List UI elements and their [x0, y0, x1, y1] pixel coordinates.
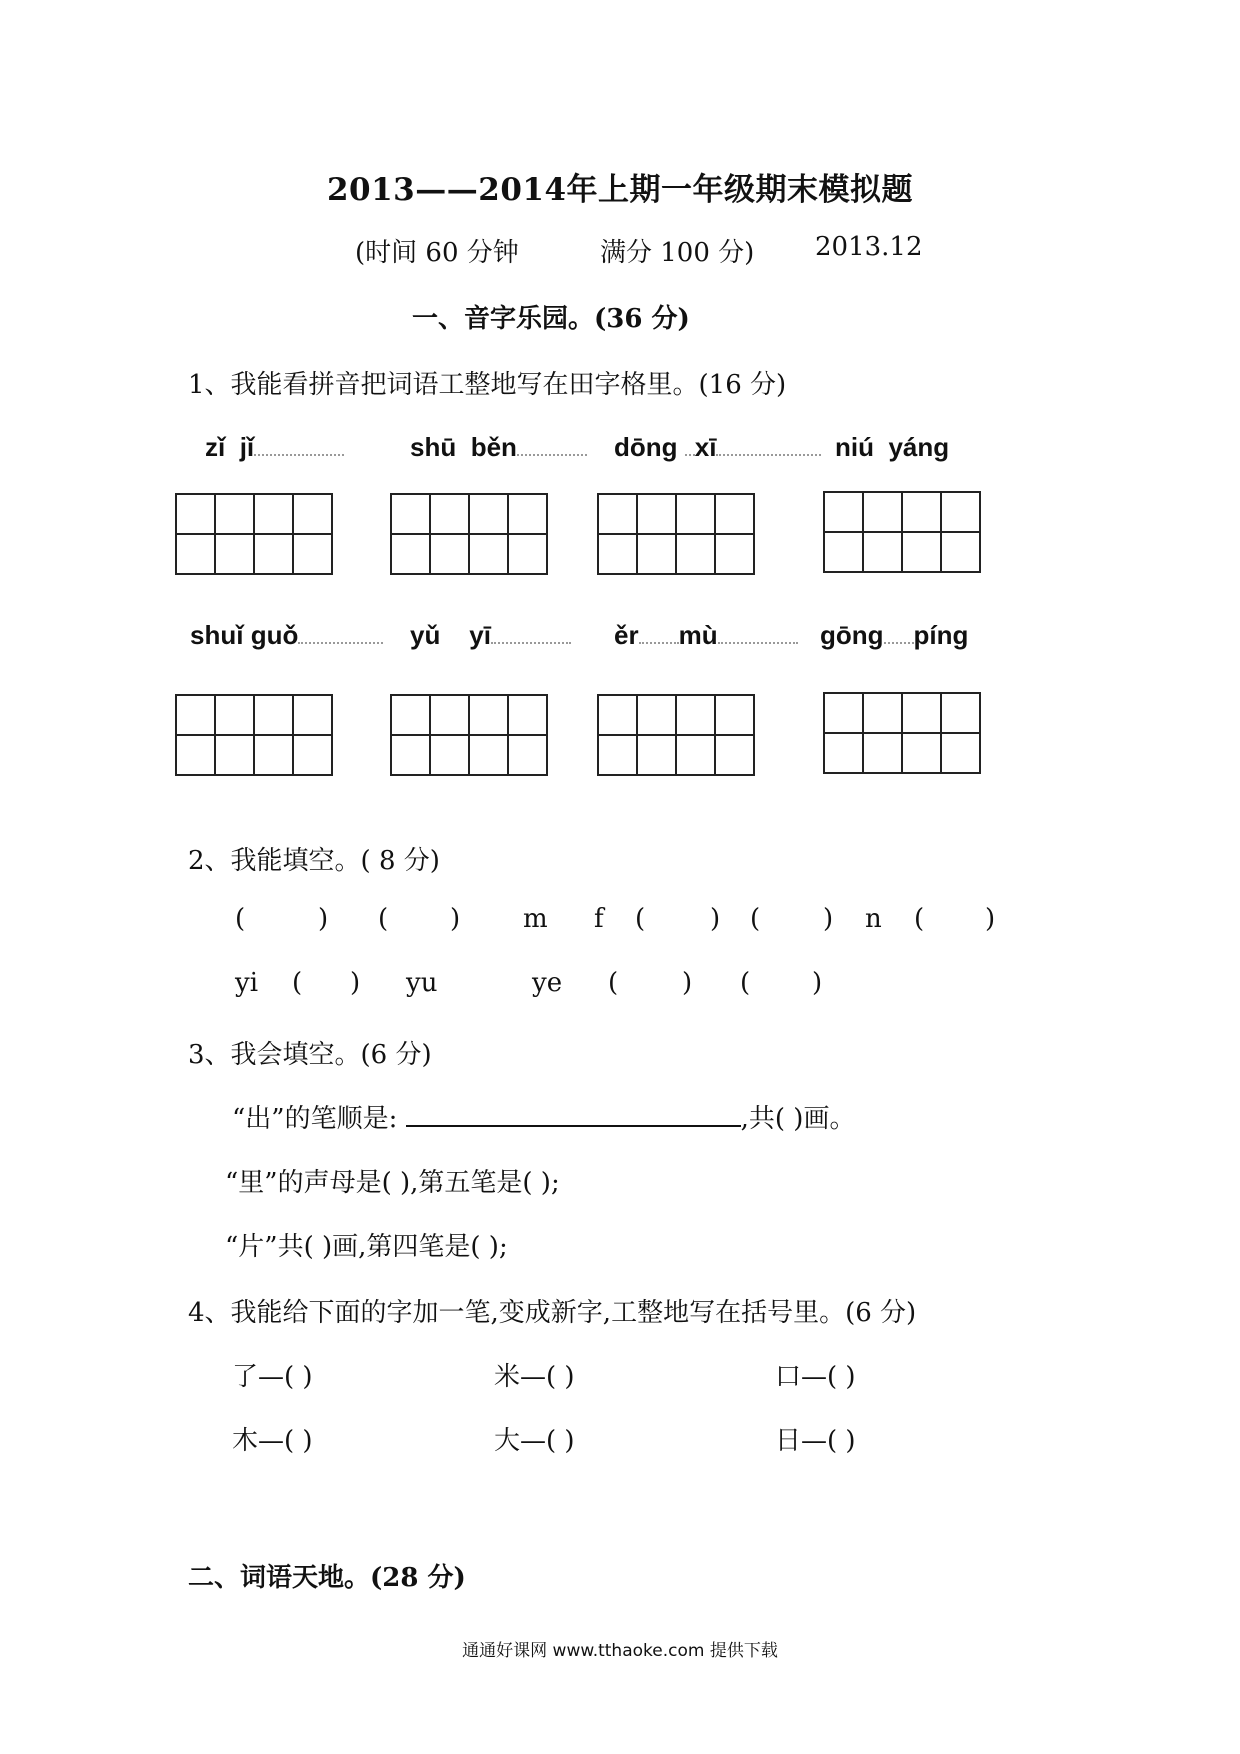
fill-blank-token: ): [812, 968, 823, 998]
fill-blank-token: n: [865, 904, 882, 934]
fill-blank-token: (: [378, 904, 389, 934]
time-limit: (时间 60 分钟: [355, 238, 519, 268]
fill-blank-token: ye: [532, 968, 563, 998]
fill-blank-token: (: [292, 968, 303, 998]
stroke-order-line: “出”的笔顺是: ,共( )画。: [232, 1098, 855, 1135]
question-4-text: 4、我能给下面的字加一笔,变成新字,工整地写在括号里。(6 分): [188, 1298, 917, 1328]
tianzige-grid[interactable]: [390, 493, 548, 575]
question-2-text: 2、我能填空。( 8 分): [188, 846, 440, 876]
add-stroke-item: 大—( ): [494, 1426, 575, 1456]
fill-blank-token: (: [608, 968, 619, 998]
fill-blank-token: (: [235, 904, 246, 934]
fill-blank-token: (: [750, 904, 761, 934]
tianzige-grid[interactable]: [175, 493, 333, 575]
full-score: 满分 100 分): [600, 238, 755, 268]
pinyin-item: dōng xī: [614, 432, 821, 463]
tianzige-grid[interactable]: [390, 694, 548, 776]
tianzige-grid[interactable]: [823, 692, 981, 774]
question-1-text: 1、我能看拼音把词语工整地写在田字格里。(16 分): [188, 370, 787, 400]
pinyin-item: shū běn: [410, 432, 587, 463]
fill-blank-token: ): [710, 904, 721, 934]
question-3-line-3: “片”共( )画,第四笔是( );: [225, 1232, 508, 1262]
stroke-order-blank[interactable]: [406, 1099, 741, 1127]
page-footer: 通通好课网 www.tthaoke.com 提供下载: [462, 1641, 778, 1661]
pinyin-item: gōng píng: [820, 620, 969, 650]
fill-blank-token: yi: [235, 968, 259, 998]
add-stroke-item: 了—( ): [232, 1362, 313, 1392]
fill-blank-token: m: [523, 904, 548, 934]
question-3-text: 3、我会填空。(6 分): [188, 1040, 432, 1070]
pinyin-item: niú yáng: [835, 432, 950, 462]
section-2-heading: 二、词语天地。(28 分): [188, 1563, 466, 1593]
tianzige-grid[interactable]: [597, 694, 755, 776]
fill-blank-token: (: [740, 968, 751, 998]
pinyin-item: shuǐ guǒ: [190, 620, 383, 651]
fill-blank-token: yu: [406, 968, 438, 998]
fill-blank-token: ): [985, 904, 996, 934]
add-stroke-item: 日—( ): [775, 1426, 856, 1456]
tianzige-grid[interactable]: [823, 491, 981, 573]
fill-blank-token: ): [823, 904, 834, 934]
add-stroke-item: 米—( ): [494, 1362, 575, 1392]
section-1-heading: 一、音字乐园。(36 分): [412, 304, 690, 334]
fill-blank-token: ): [682, 968, 693, 998]
fill-blank-token: ): [450, 904, 461, 934]
question-3-line-2: “里”的声母是( ),第五笔是( );: [225, 1168, 560, 1198]
tianzige-grid[interactable]: [597, 493, 755, 575]
pinyin-item: ěr mù: [614, 620, 798, 651]
fill-blank-token: (: [635, 904, 646, 934]
fill-blank-token: ): [350, 968, 361, 998]
pinyin-item: zǐ jǐ: [205, 432, 344, 463]
tianzige-grid[interactable]: [175, 694, 333, 776]
add-stroke-item: 木—( ): [232, 1426, 313, 1456]
pinyin-item: yǔ yī: [410, 620, 571, 651]
fill-blank-token: ): [318, 904, 329, 934]
exam-date: 2013.12: [815, 232, 923, 262]
fill-blank-token: f: [594, 904, 604, 934]
page-title: 2013——2014年上期一年级期末模拟题: [326, 172, 914, 208]
fill-blank-token: (: [914, 904, 925, 934]
add-stroke-item: 口—( ): [775, 1362, 856, 1392]
